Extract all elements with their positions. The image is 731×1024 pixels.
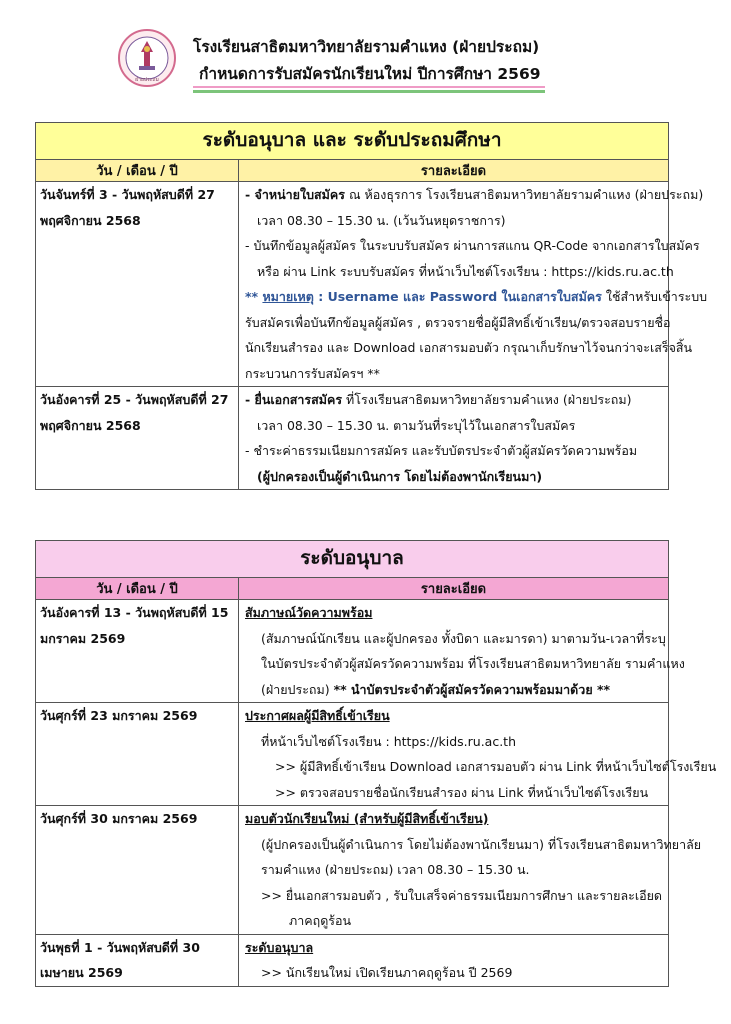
- detail-cell: [239, 806, 702, 935]
- detail-text: ที่หน้าเว็บไซต์โรงเรียน : https://kids.ru.ac.th: [261, 733, 517, 749]
- section-title: ระดับอนุบาล และ ระดับประถมศึกษา: [36, 123, 669, 160]
- divider-pink: [193, 86, 545, 88]
- detail-text: >> ยื่นเอกสารมอบตัว , รับใบเสร็จค่าธรรมเนียมการศึกษา และรายละเอียด: [261, 887, 663, 903]
- detail-bold: - จำหน่ายใบสมัคร: [245, 187, 345, 202]
- date-text: วันจันทร์ที่ 3 - วันพฤหัสบดีที่ 27: [40, 187, 215, 202]
- detail-text: (ผู้ปกครองเป็นผู้ดำเนินการ โดยไม่ต้องพานักเรียนมา) ที่โรงเรียนสาธิตมหาวิทยาลัย: [261, 836, 702, 852]
- svg-text:ฝ่ายประถม: ฝ่ายประถม: [135, 77, 159, 83]
- detail-cell: [239, 600, 685, 703]
- detail-bold: (ผู้ปกครองเป็นผู้ดำเนินการ โดยไม่ต้องพานักเรียนมา): [257, 468, 543, 484]
- detail-cell: [239, 182, 708, 387]
- document-header: [0, 0, 731, 110]
- date-text: วันพุธที่ 1 - วันพฤหัสบดีที่ 30: [40, 939, 200, 955]
- detail-cell: [239, 387, 669, 490]
- detail-text: กระบวนการรับสมัครฯ **: [245, 365, 380, 381]
- column-header-date: วัน / เดือน / ปี: [36, 160, 239, 182]
- detail-heading: ระดับอนุบาล: [245, 939, 314, 955]
- note-credentials: : Username และ Password ในเอกสารใบสมัคร: [313, 289, 602, 304]
- date-text: พฤศจิกายน 2568: [40, 212, 141, 228]
- page-subtitle: กำหนดการรับสมัครนักเรียนใหม่ ปีการศึกษา 2569: [199, 65, 541, 83]
- detail-text: >> นักเรียนใหม่ เปิดเรียนภาคฤดูร้อน ปี 2569: [261, 965, 513, 980]
- date-text: มกราคม 2569: [40, 630, 126, 646]
- detail-text: (สัมภาษณ์นักเรียน และผู้ปกครอง ทั้งบิดา และมารดา) มาตามวัน-เวลาที่ระบุ: [261, 630, 666, 646]
- detail-text: >> ตรวจสอบรายชื่อนักเรียนสำรอง ผ่าน Link ที่หน้าเว็บไซต์โรงเรียน: [275, 784, 649, 800]
- date-text: วันศุกร์ที่ 23 มกราคม 2569: [40, 708, 198, 723]
- schedule-table-kindergarten: [35, 540, 717, 987]
- detail-text: ในบัตรประจำตัวผู้สมัครวัดความพร้อม ที่โรงเรียนสาธิตมหาวิทยาลัย รามคำแหง: [261, 656, 685, 671]
- detail-text: - ชำระค่าธรรมเนียมการสมัคร และรับบัตรประจำตัวผู้สมัครวัดความพร้อม: [245, 443, 638, 458]
- detail-text: รับสมัครเพื่อบันทึกข้อมูลผู้สมัคร , ตรวจรายชื่อผู้มีสิทธิ์เข้าเรียน/ตรวจสอบรายชื่อ: [245, 314, 671, 330]
- detail-heading: สัมภาษณ์วัดความพร้อม: [245, 605, 373, 620]
- column-header-detail: รายละเอียด: [239, 160, 669, 182]
- detail-cell: [239, 703, 717, 806]
- detail-cell: [239, 934, 669, 986]
- detail-text: นักเรียนสำรอง และ Download เอกสารมอบตัว กรุณาเก็บรักษาไว้จนกว่าจะเสร็จสิ้น: [245, 340, 693, 355]
- school-logo: [117, 28, 177, 88]
- date-text: วันอังคารที่ 25 - วันพฤหัสบดีที่ 27: [40, 392, 229, 407]
- date-cell: [36, 600, 239, 703]
- detail-text: เวลา 08.30 – 15.30 น. ตามวันที่ระบุไว้ในเอกสารใบสมัคร: [257, 417, 576, 433]
- divider-green: [193, 90, 545, 93]
- date-cell: [36, 387, 239, 490]
- table-row: [36, 934, 669, 986]
- note-label: หมายเหตุ: [262, 289, 314, 304]
- detail-text: เวลา 08.30 – 15.30 น. (เว้นวันหยุดราชการ): [257, 212, 506, 228]
- schedule-table-primary: [35, 122, 708, 490]
- date-cell: [36, 806, 239, 935]
- detail-text: หรือ ผ่าน Link ระบบรับสมัคร ที่หน้าเว็บไซต์โรงเรียน : https://kids.ru.ac.th: [257, 263, 674, 279]
- column-header-date: วัน / เดือน / ปี: [36, 578, 239, 600]
- date-text: วันศุกร์ที่ 30 มกราคม 2569: [40, 811, 198, 826]
- detail-text: ใช้สำหรับเข้าระบบ: [601, 289, 708, 304]
- date-text: พฤศจิกายน 2568: [40, 417, 141, 433]
- detail-text: (ฝ่ายประถม): [261, 681, 334, 697]
- detail-text: ณ ห้องธุรการ โรงเรียนสาธิตมหาวิทยาลัยรามคำแหง (ฝ่ายประถม): [345, 187, 704, 202]
- detail-bold: - ยื่นเอกสารสมัคร: [245, 392, 343, 407]
- date-cell: [36, 703, 239, 806]
- detail-text: ภาคฤดูร้อน: [289, 913, 352, 928]
- date-text: เมษายน 2569: [40, 965, 123, 980]
- table-row: [36, 182, 669, 387]
- detail-heading: มอบตัวนักเรียนใหม่ (สำหรับผู้มีสิทธิ์เข้าเรียน): [245, 811, 489, 826]
- table-row: [36, 806, 669, 935]
- table-row: [36, 600, 669, 703]
- detail-text: รามคำแหง (ฝ่ายประถม) เวลา 08.30 – 15.30 น.: [261, 862, 530, 877]
- detail-heading: ประกาศผลผู้มีสิทธิ์เข้าเรียน: [245, 708, 390, 723]
- column-header-detail: รายละเอียด: [239, 578, 669, 600]
- note-prefix: **: [245, 289, 263, 304]
- table-row: [36, 387, 669, 490]
- detail-bold: ** นำบัตรประจำตัวผู้สมัครวัดความพร้อมมาด้วย **: [333, 681, 611, 697]
- detail-text: >> ผู้มีสิทธิ์เข้าเรียน Download เอกสารมอบตัว ผ่าน Link ที่หน้าเว็บไซต์โรงเรียน: [275, 759, 717, 774]
- detail-text: ที่โรงเรียนสาธิตมหาวิทยาลัยรามคำแหง (ฝ่ายประถม): [342, 392, 632, 407]
- date-cell: [36, 182, 239, 387]
- detail-text: - บันทึกข้อมูลผู้สมัคร ในระบบรับสมัคร ผ่านการสแกน QR-Code จากเอกสารใบสมัคร: [245, 238, 700, 253]
- school-name: โรงเรียนสาธิตมหาวิทยาลัยรามคำแหง (ฝ่ายประถม): [193, 38, 540, 56]
- section-title: ระดับอนุบาล: [36, 541, 669, 578]
- date-cell: [36, 934, 239, 986]
- table-row: [36, 703, 669, 806]
- date-text: วันอังคารที่ 13 - วันพฤหัสบดีที่ 15: [40, 605, 229, 620]
